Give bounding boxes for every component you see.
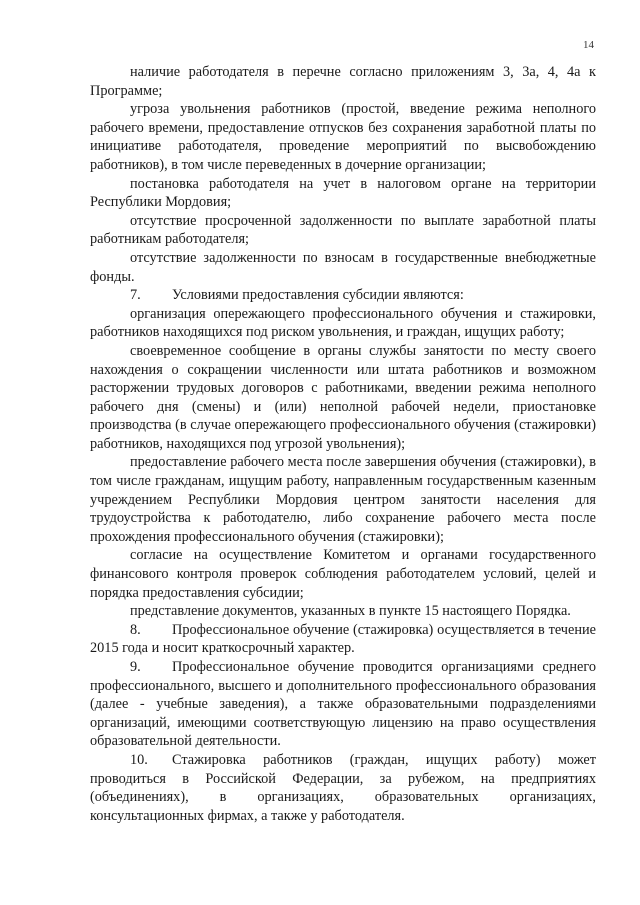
numbered-paragraph-8 [90, 621, 596, 658]
paragraph: отсутствие просроченной задолженности по выплате заработной платы работникам работодателя; [90, 212, 596, 248]
clause-number: 8. [130, 621, 141, 638]
clause-number: 10. [130, 751, 148, 768]
clause-text: Стажировка работников (граждан, ищущих работу) может проводиться в Российской Федерации, за рубежом, на предприятиях (объединениях), в организациях, образовательных организациях, консультационных фирмах, а также у работодателя. [90, 751, 596, 824]
paragraph: организация опережающего профессионального обучения и стажировки, работников находящихся под риском увольнения, и граждан, ищущих работу; [90, 305, 596, 341]
numbered-paragraph-10 [90, 751, 596, 825]
clause-text: Профессиональное обучение (стажировка) осуществляется в течение 2015 года и носит краткосрочный характер. [90, 621, 596, 657]
paragraph: предоставление рабочего места после завершения обучения (стажировки), в том числе гражданам, ищущим работу, направленным государственным казенным учреждением Республики Мордовия центром занятости населения для трудоустройства к работодателю, либо сохранение рабочего места после прохождения профессионального обучения (стажировки); [90, 454, 596, 545]
paragraph: представление документов, указанных в пункте 15 настоящего Порядка. [130, 603, 571, 620]
numbered-paragraph-7 [90, 286, 596, 305]
clause-number: 7. [130, 287, 141, 304]
clause-number: 9. [130, 659, 141, 675]
paragraph: угроза увольнения работников (простой, введение режима неполного рабочего времени, предоставление отпусков без сохранения заработной платы по инициативе работодателя, проведение мероприятий по высвобождению работников), в том числе переведенных в дочерние организации; [90, 101, 596, 173]
numbered-paragraph-9 [90, 658, 596, 751]
paragraph: согласие на осуществление Комитетом и органами государственного финансового контроля проверок соблюдения работодателем условий, целей и порядка предоставления субсидии; [90, 547, 596, 601]
clause-text: Профессиональное обучение проводится организациями среднего профессионального, высшего и дополнительного профессионального образования (далее - учебные заведения), а также образовательными подразделениями организаций, имеющими соответствующую лицензию на право осуществления образовательной деятельности. [90, 659, 596, 750]
paragraph: постановка работодателя на учет в налоговом органе на территории Республики Мордовия; [90, 175, 596, 211]
paragraph: своевременное сообщение в органы службы занятости по месту своего нахождения о сокращении численности или штата работников и возможном расторжении трудовых договоров с работниками, введении режима неполного рабочего дня (смены) и (или) неполной рабочей недели, приостановке производства (в случае опережающего профессионального обучения (стажировки) работников, находящихся под угрозой увольнения); [90, 342, 596, 452]
paragraph: наличие работодателя в перечне согласно приложениям 3, 3а, 4, 4а к Программе; [90, 64, 596, 99]
page-number: 14 [583, 39, 594, 51]
paragraph: отсутствие задолженности по взносам в государственные внебюджетные фонды. [90, 249, 596, 285]
clause-text: Условиями предоставления субсидии являются: [172, 287, 464, 304]
document-body [90, 63, 596, 825]
